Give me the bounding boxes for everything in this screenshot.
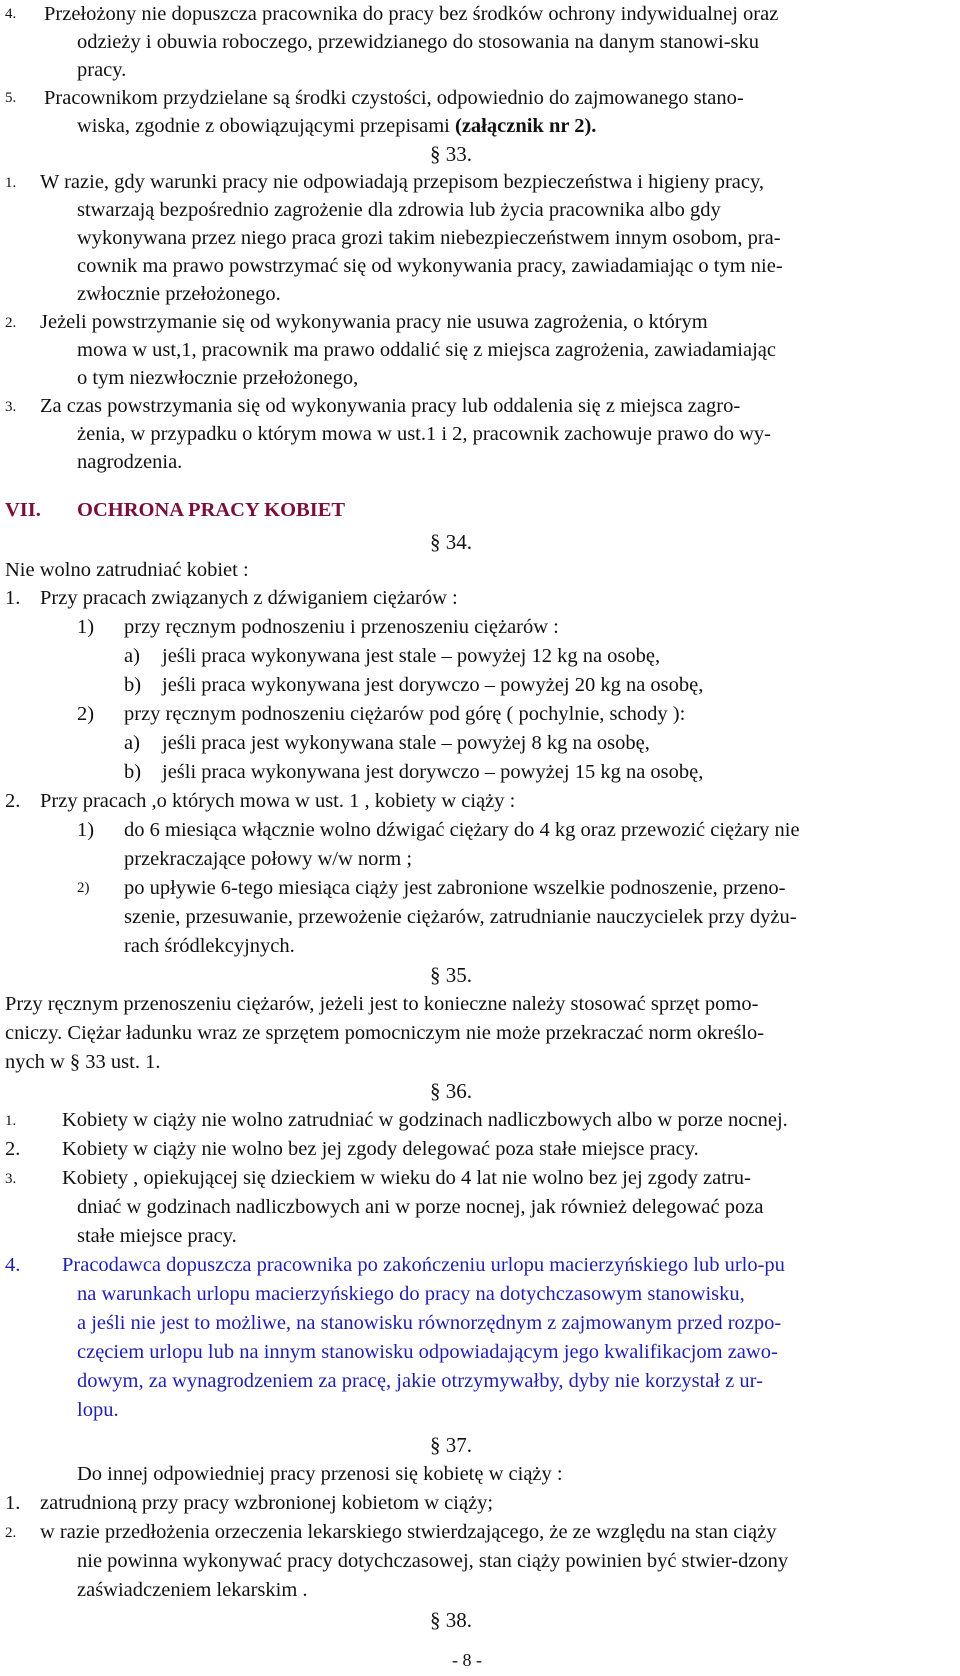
paragraph-line: o tym niezwłocznie przełożonego,	[77, 367, 359, 389]
paragraph-line: nagrodzenia.	[77, 451, 183, 473]
paragraph-line: W razie, gdy warunki pracy nie odpowiadają przepisom bezpieczeństwa i higieny pracy,	[40, 171, 765, 193]
paragraph-line: rach śródlekcyjnych.	[124, 935, 295, 957]
paragraph-line: cownik ma prawo powstrzymać się od wykonywania pracy, zawiadamiając o tym nie-	[77, 255, 783, 277]
item-letter: a)	[124, 732, 140, 754]
paragraph-line: przekraczające połowy w/w norm ;	[124, 848, 413, 870]
paragraph-line: lopu.	[77, 1399, 119, 1421]
paragraph-line: Za czas powstrzymania się od wykonywania pracy lub oddalenia się z miejsca zagro-	[40, 395, 741, 417]
paragraph-line: dniać w godzinach nadliczbowych ani w porze nocnej, jak również delegować poza	[77, 1196, 764, 1218]
paragraph-line: żenia, w przypadku o którym mowa w ust.1 i 2, pracownik zachowuje prawo do wy-	[77, 423, 771, 445]
item-number: 2.	[5, 315, 17, 331]
item-number: 2)	[77, 880, 90, 896]
paragraph-line: Pracodawca dopuszcza pracownika po zakończeniu urlopu macierzyńskiego lub urlo-pu	[62, 1254, 785, 1276]
paragraph-line: jeśli praca jest wykonywana stale – powyżej 8 kg na osobę,	[162, 732, 650, 754]
item-number: 1.	[5, 175, 17, 191]
paragraph-line: Do innej odpowiedniej pracy przenosi się kobietę w ciąży :	[77, 1463, 563, 1485]
paragraph-line: zwłocznie przełożonego.	[77, 283, 281, 305]
chapter-title: OCHRONA PRACY KOBIET	[77, 499, 346, 521]
paragraph-line: Przy pracach związanych z dźwiganiem ciężarów :	[40, 587, 458, 609]
paragraph-line: Przy ręcznym przenoszeniu ciężarów, jeżeli jest to konieczne należy stosować sprzęt pomo-	[5, 993, 759, 1015]
paragraph-line: Przełożony nie dopuszcza pracownika do pracy bez środków ochrony indywidualnej oraz	[44, 3, 779, 25]
paragraph-text: wiska, zgodnie z obowiązującymi przepisami	[77, 115, 455, 137]
page-number: - 8 -	[452, 1650, 482, 1670]
item-letter: b)	[124, 761, 142, 783]
item-letter: b)	[124, 674, 142, 696]
paragraph-line: nych w § 33 ust. 1.	[5, 1051, 161, 1073]
paragraph-line: jeśli praca wykonywana jest dorywczo – powyżej 15 kg na osobę,	[162, 761, 704, 783]
chapter-number: VII.	[5, 499, 41, 521]
paragraph-line: do 6 miesiąca włącznie wolno dźwigać ciężary do 4 kg oraz przewozić ciężary nie	[124, 819, 800, 841]
item-number: 4.	[5, 6, 17, 22]
paragraph-line: Jeżeli powstrzymanie się od wykonywania pracy nie usuwa zagrożenia, o którym	[40, 311, 708, 333]
paragraph-line: Kobiety , opiekującej się dzieckiem w wieku do 4 lat nie wolno bez jej zgody zatru-	[62, 1167, 751, 1189]
section-heading: § 33.	[430, 142, 472, 166]
item-number: 1)	[77, 819, 95, 841]
item-number: 3.	[5, 399, 17, 415]
paragraph-line: na warunkach urlopu macierzyńskiego do pracy na dotychczasowym stanowisku,	[77, 1283, 745, 1305]
paragraph-line: częciem urlopu lub na innym stanowisku odpowiadającym jego kwalifikacjom zawo-	[77, 1341, 778, 1363]
attachment-reference: (załącznik nr 2).	[455, 115, 597, 137]
paragraph-line: dowym, za wynagrodzeniem za pracę, jakie otrzymywałby, dyby nie korzystał z ur-	[77, 1370, 763, 1392]
item-number: 1.	[5, 1113, 17, 1129]
paragraph-line: Kobiety w ciąży nie wolno bez jej zgody delegować poza stałe miejsce pracy.	[62, 1138, 699, 1160]
section-heading: § 38.	[430, 1608, 472, 1632]
item-number: 5.	[5, 90, 17, 106]
paragraph-line: Nie wolno zatrudniać kobiet :	[5, 559, 249, 581]
item-number: 4.	[5, 1254, 21, 1276]
paragraph-line: mowa w ust,1, pracownik ma prawo oddalić się z miejsca zagrożenia, zawiadamiając	[77, 339, 776, 361]
paragraph-line: po upływie 6-tego miesiąca ciąży jest zabronione wszelkie podnoszenie, przeno-	[124, 877, 786, 899]
paragraph-line: szenie, przesuwanie, przewożenie ciężarów, zatrudnianie nauczycielek przy dyżu-	[124, 906, 797, 928]
item-number: 1.	[5, 587, 21, 609]
paragraph-line: nie powinna wykonywać pracy dotychczasowej, stan ciąży powinien być stwier-dzony	[77, 1550, 789, 1572]
section-heading: § 35.	[430, 963, 472, 987]
item-number: 3.	[5, 1171, 17, 1187]
paragraph-line: Przy pracach ,o których mowa w ust. 1 , kobiety w ciąży :	[40, 790, 516, 812]
paragraph-line: odzieży i obuwia roboczego, przewidzianego do stosowania na danym stanowi-sku	[77, 31, 759, 53]
paragraph-line: wykonywana przez niego praca grozi takim niebezpieczeństwem innym osobom, pra-	[77, 227, 781, 249]
paragraph-line	[77, 112, 596, 141]
paragraph-line: stwarzają bezpośrednio zagrożenie dla zdrowia lub życia pracownika albo gdy	[77, 199, 721, 221]
item-number: 2.	[5, 790, 21, 812]
paragraph-line: Kobiety w ciąży nie wolno zatrudniać w godzinach nadliczbowych albo w porze nocnej.	[62, 1109, 788, 1131]
section-heading: § 37.	[430, 1433, 472, 1457]
section-heading: § 36.	[430, 1079, 472, 1103]
item-number: 1)	[77, 616, 95, 638]
paragraph-line: cniczy. Ciężar ładunku wraz ze sprzętem pomocniczym nie może przekraczać norm określo-	[5, 1022, 765, 1044]
paragraph-line: jeśli praca wykonywana jest dorywczo – powyżej 20 kg na osobę,	[162, 674, 704, 696]
item-number: 1.	[5, 1492, 21, 1514]
paragraph-line: zatrudnioną przy pracy wzbronionej kobietom w ciąży;	[40, 1492, 494, 1514]
section-heading: § 34.	[430, 530, 472, 554]
item-number: 2.	[5, 1525, 17, 1541]
item-number: 2)	[77, 703, 95, 725]
paragraph-line: przy ręcznym podnoszeniu i przenoszeniu ciężarów :	[124, 616, 559, 638]
paragraph-line: jeśli praca wykonywana jest stale – powyżej 12 kg na osobę,	[162, 645, 661, 667]
paragraph-line: przy ręcznym podnoszeniu ciężarów pod górę ( pochylnie, schody ):	[124, 703, 686, 725]
paragraph-line: Pracownikom przydzielane są środki czystości, odpowiednio do zajmowanego stano-	[44, 87, 744, 109]
item-letter: a)	[124, 645, 140, 667]
paragraph-line: zaświadczeniem lekarskim .	[77, 1579, 308, 1601]
paragraph-line: w razie przedłożenia orzeczenia lekarskiego stwierdzającego, że ze względu na stan ciąży	[40, 1521, 777, 1543]
item-number: 2.	[5, 1138, 21, 1160]
paragraph-line: stałe miejsce pracy.	[77, 1225, 237, 1247]
paragraph-line: a jeśli nie jest to możliwe, na stanowisku równorzędnym z zajmowanym przed rozpo-	[77, 1312, 782, 1334]
paragraph-line: pracy.	[77, 59, 127, 81]
